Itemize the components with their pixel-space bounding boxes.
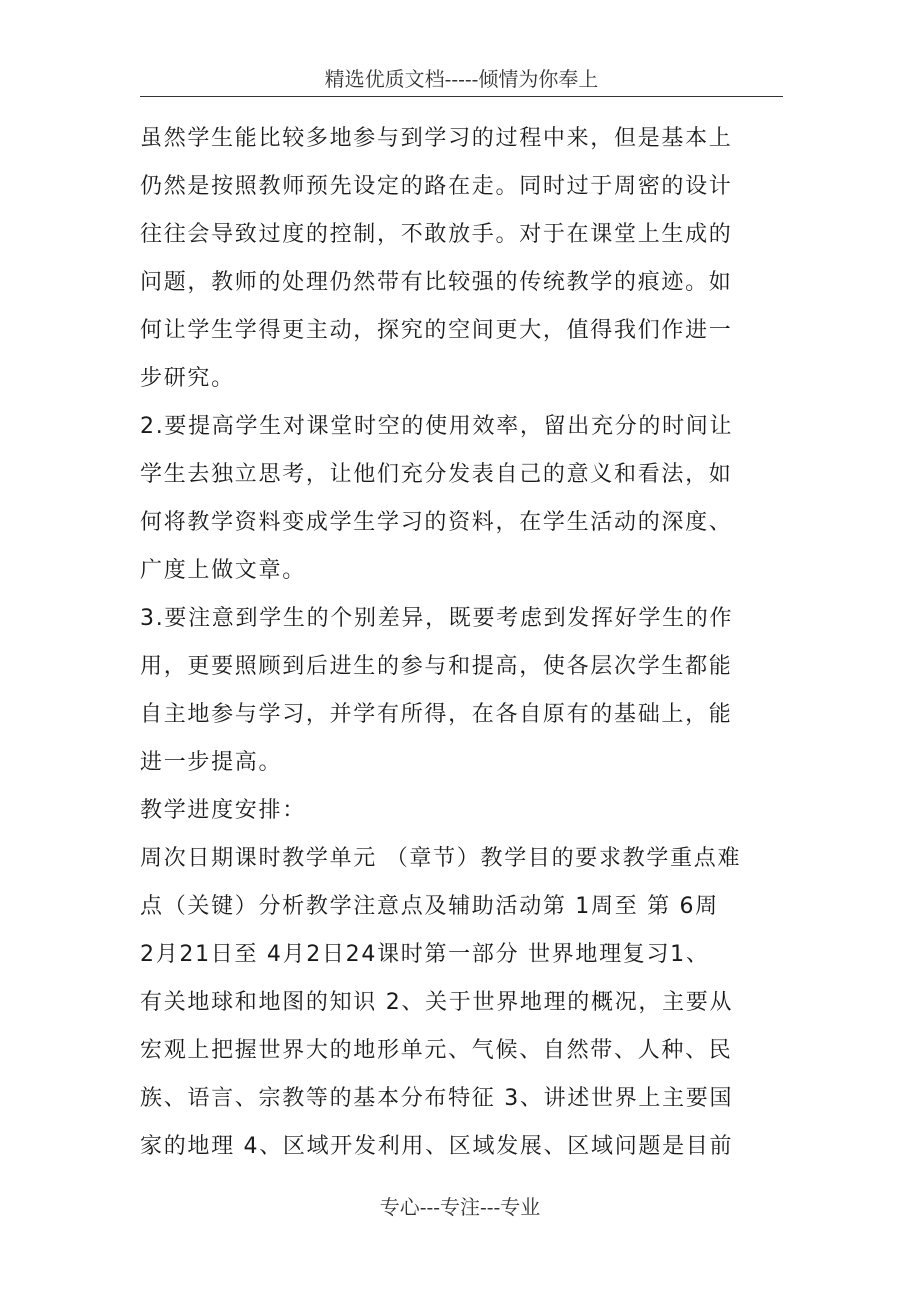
section-heading: 教学进度安排： xyxy=(140,798,306,823)
body-line: 3.要注意到学生的个别差异，既要考虑到发挥好学生的作 xyxy=(140,606,734,631)
document-body xyxy=(140,115,765,1171)
body-line: 用，更要照顾到后进生的参与和提高，使各层次学生都能 xyxy=(140,654,733,679)
body-line: 2月21日至 4月2日24课时第一部分 世界地理复习1、 xyxy=(140,942,710,967)
body-line: 何让学生学得更主动，探究的空间更大，值得我们作进一 xyxy=(140,318,733,343)
body-line: 族、语言、宗教等的基本分布特征 3、讲述世界上主要国 xyxy=(140,1086,734,1111)
body-line: 家的地理 4、区域开发利用、区域发展、区域问题是目前 xyxy=(140,1134,734,1159)
body-line: 有关地球和地图的知识 2、关于世界地理的概况，主要从 xyxy=(140,990,734,1015)
body-line: 何将教学资料变成学生学习的资料，在学生活动的深度、 xyxy=(140,510,733,535)
body-line: 广度上做文章。 xyxy=(140,558,306,583)
body-line: 宏观上把握世界大的地形单元、气候、自然带、人种、民 xyxy=(140,1038,733,1063)
body-line: 自主地参与学习，并学有所得，在各自原有的基础上，能 xyxy=(140,702,733,727)
page-header: 精选优质文档-----倾情为你奉上 xyxy=(140,62,783,97)
body-line: 学生去独立思考，让他们充分发表自己的意义和看法，如 xyxy=(140,462,733,487)
page-footer: 专心---专注---专业 xyxy=(379,1195,541,1219)
body-line: 2.要提高学生对课堂时空的使用效率，留出充分的时间让 xyxy=(140,414,734,439)
body-line: 往往会导致过度的控制，不敢放手。对于在课堂上生成的 xyxy=(140,222,733,247)
body-line: 仍然是按照教师预先设定的路在走。同时过于周密的设计 xyxy=(140,174,733,199)
body-line: 步研究。 xyxy=(140,366,235,391)
body-line: 点（关键）分析教学注意点及辅助活动第 1周至 第 6周 xyxy=(140,894,719,919)
body-line: 问题，教师的处理仍然带有比较强的传统教学的痕迹。如 xyxy=(140,270,733,295)
body-line: 周次日期课时教学单元 （章节）教学目的要求教学重点难 xyxy=(140,846,742,871)
body-line: 进一步提高。 xyxy=(140,750,283,775)
body-line: 虽然学生能比较多地参与到学习的过程中来，但是基本上 xyxy=(140,126,733,151)
